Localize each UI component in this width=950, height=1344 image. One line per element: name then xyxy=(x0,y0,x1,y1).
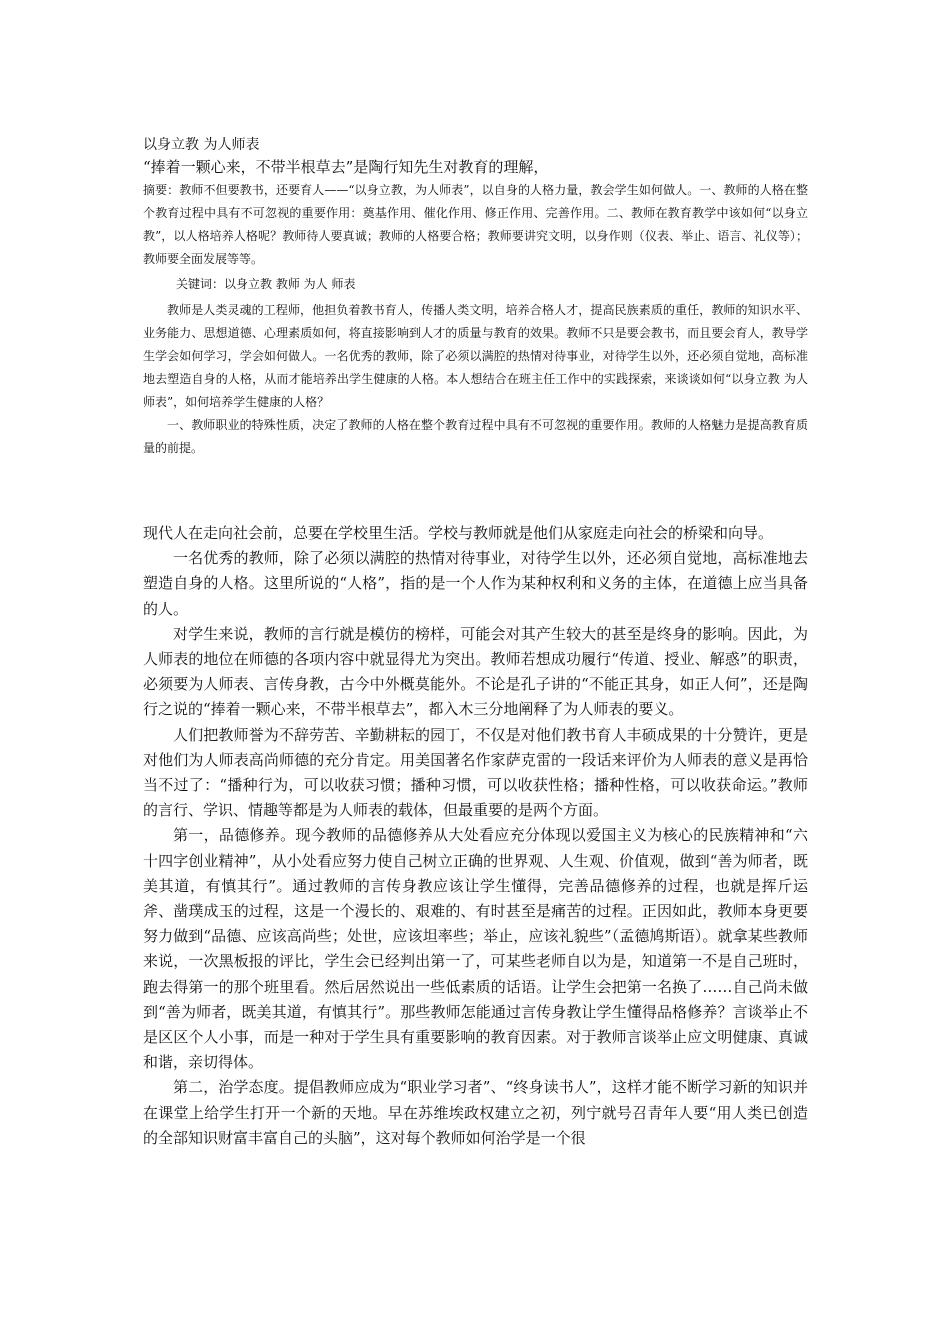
intro-section xyxy=(143,299,808,460)
body-paragraph: 第二，治学态度。提倡教师应成为“职业学习者”、“终身读书人”，这样才能不断学习新的知识并在课堂上给学生打开一个新的天地。早在苏维埃政权建立之初，列宁就号召青年人要“用人类已创造的全部知识财富丰富自己的头脑”，这对每个教师如何治学是一个很 xyxy=(143,1078,808,1147)
abstract-paragraph: 摘要：教师不但要教书，还要育人——“以身立教，为人师表”，以自身的人格力量，教会学生如何做人。一、教师的人格在整个教育过程中具有不可忽视的重要作用：奠基作用、催化作用、修正作用、完善作用。二、教师在教育教学中该如何“以身立教”，以人格培养人格呢？教师待人要真诚；教师的人格要合格；教师要讲究文明，以身作则（仪表、举止、语言、礼仪等）；教师要全面发展等等。 xyxy=(143,183,808,266)
intro-paragraph: 教师是人类灵魂的工程师，他担负着教书育人，传播人类文明，培养合格人才，提高民族素质的重任，教师的知识水平、业务能力、思想道德、心理素质如何，将直接影响到人才的质量与教育的效果。教师不只是要会教书，而且要会育人，教导学生学会如何学习，学会如何做人。一名优秀的教师，除了必须以满腔的热情对待事业，对待学生以外，还必须自觉地，高标准地去塑造自身的人格，从而才能培养出学生健康的人格。本人想结合在班主任工作中的实践探索，来谈谈如何“以身立教 为人师表”，如何培养学生健康的人格？ xyxy=(143,303,808,409)
document-title: 以身立教 为人师表 xyxy=(143,137,260,153)
intro-paragraph: 一、教师职业的特殊性质，决定了教师的人格在整个教育过程中具有不可忽视的重要作用。教师的人格魅力是提高教育质量的前提。 xyxy=(143,418,808,455)
quote-line: “捧着一颗心来，不带半根草去”是陶行知先生对教育的理解， xyxy=(143,158,549,176)
body-paragraph: 现代人在走向社会前，总要在学校里生活。学校与教师就是他们从家庭走向社会的桥梁和向导。 xyxy=(143,524,774,542)
keywords-line: 关键词：以身立教 教师 为人 师表 xyxy=(176,277,356,291)
body-paragraph: 人们把教师誉为不辞劳苦、辛勤耕耘的园丁，不仅是对他们教书育人丰硕成果的十分赞许，更是对他们为人师表高尚师德的充分肯定。用美国著名作家萨克雷的一段话来评价为人师表的意义是再恰当不过了：“播种行为，可以收获习惯；播种习惯，可以收获性格；播种性格，可以收获命运。”教师的言行、学识、情趣等都是为人师表的载体，但最重要的是两个方面。 xyxy=(143,725,808,820)
body-paragraph: 一名优秀的教师，除了必须以满腔的热情对待事业，对待学生以外，还必须自觉地，高标准地去塑造自身的人格。这里所说的“人格”，指的是一个人作为某种权利和义务的主体，在道德上应当具备的人。 xyxy=(143,549,808,618)
body-paragraph: 对学生来说，教师的言行就是模仿的榜样，可能会对其产生较大的甚至是终身的影响。因此，为人师表的地位在师德的各项内容中就显得尤为突出。教师若想成功履行“传道、授业、解惑”的职责，必须要为人师表、言传身教，古今中外概莫能外。不论是孔子讲的“不能正其身，如正人何”，还是陶行之说的“捧着一颗心来，不带半根草去”，都入木三分地阐释了为人师表的要义。 xyxy=(143,624,808,719)
body-paragraph: 第一，品德修养。现今教师的品德修养从大处看应充分体现以爱国主义为核心的民族精神和“六十四字创业精神”，从小处看应努力使自己树立正确的世界观、人生观、价值观，做到“善为师者，既美其道，有慎其行”。通过教师的言传身教应该让学生懂得，完善品德修养的过程，也就是挥斤运斧、凿璞成玉的过程，这是一个漫长的、艰难的、有时甚至是痛苦的过程。正因如此，教师本身更要努力做到“品德、应该高尚些；处世，应该坦率些；举止，应该礼貌些”（孟德鸠斯语）。就拿某些教师来说，一次黑板报的评比，学生会已经判出第一了，可某些老师自以为是，知道第一不是自己班时，跑去得第一的那个班里看。然后居然说出一些低素质的话语。让学生会把第一名换了……自己尚未做到“善为师者，既美其道，有慎其行”。那些教师怎能通过言传身教让学生懂得品格修养？言谈举止不是区区个人小事，而是一种对于学生具有重要影响的教育因素。对于教师言谈举止应文明健康、真诚和谐，亲切得体。 xyxy=(143,826,808,1072)
main-body xyxy=(143,521,808,1151)
